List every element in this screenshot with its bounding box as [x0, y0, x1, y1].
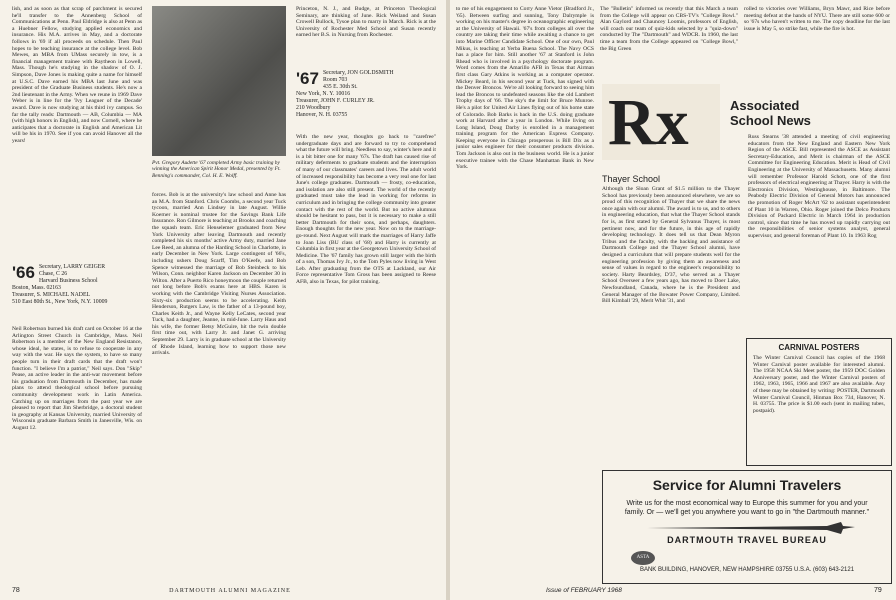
- class-67-header: [296, 70, 436, 130]
- left-col1-bottom: [12, 326, 142, 582]
- left-col1-bottom-text: Neil Robertson burned his draft card on October 16 at the Arlington Street Church in Cambridge, Mass. Neil Robertson is a member of the New England Resistance, whose ideal, he states, is to refuse to cooperate in any way with the war. He says the system, to have so many people turn in their draft cards that the draft won't function. "I believe I'm a patriot," Neil says. Don "Skip" Pease, an active leader in the anti-war movement before his graduation from Dartmouth in December, has made plans to attend theological school before pursuing community development work in Latin America. Catching up on marriages from the past year we are pleased to report that Jim Sherbridge, a doctoral student in geography at Kansas University, married University of Wisconsin graduate Barbara Smith in Janesville, Wis. on August 12.: [12, 326, 142, 431]
- left-col3: [296, 134, 436, 582]
- right-folio: 79: [874, 587, 882, 594]
- associated-news-column: [748, 134, 890, 332]
- class-66-header: [12, 264, 142, 324]
- magazine-name: DARTMOUTH ALUMNI MAGAZINE: [169, 588, 291, 594]
- rx-logo: [602, 84, 720, 160]
- carnival-body: [753, 355, 885, 461]
- class-67-treasurer: Treasurer, JOHN F. CURLEY JR.: [296, 98, 375, 104]
- carnival-text: The Winter Carnival Council has copies of the 1968 Winter Carnival poster available for interested alumni. The 1958 NCAA Ski Meet poster, the 1959 DOC Golden Anniversary poster, and the Winter Carnival posters of 1962, 1963, 1965, 1966 and 1967 are also available. Any of these may be obtained by writing: POSTER, Dartmouth Winter Carnival Council, Hinman Box 734, Hanover, N. H. 03755. The price is $1.00 each (sent in mailing tubes, postpaid).: [753, 355, 885, 414]
- class-67-addr2: 435 E. 30th St.: [322, 84, 358, 90]
- assoc-line2: School News: [730, 113, 811, 128]
- class-67-addr3: New York, N. Y. 10016: [296, 91, 351, 97]
- left-page: [0, 0, 446, 600]
- right-col1-text: to me of his engagement to Corry Anne Vietor (Bradford Jr., '65). Between surfing and sunning, Tony Dalrymple is working on his master's degree in oceanographic engineering at the University of Hawaii. '67's from colleges all over the country are taking their time while awaiting a chance to get into Marine Officer Candidate School. One of our own, Paul Mikus, is teaching at Yerba Buena School. The Navy OCS has a place for him. Still another '67 at Stanford is John Rhead who is involved in a psychology doctorate program. Word comes from the Amarillo AFB in Texas that Airman first class Gary Atkins is working as a computer operator. Mickey Beard, in his second year at Tuck, has signed with the Denver Broncos. We're all looking forward to seeing him lead the Broncos to undefeated seasons like the old Lambert Trophy days of '66. The sky's the limit for Bruce Munroe. He's a pilot for United Air Lines flying out of his home state of Colorado. Bob Barks is back in the U.S. doing graduate work at Harvard after a year in London. While living on Long Island, Doug Darby is enrolled in a management training program for the American Express Company. Keeping everyone in Chicago prosperous is Bill Dix as a junior sales engineer for their consumer products division. Tom Jackson is also out in the business world. He is a junior executive trainee with the Chase Manhattan Bank in New York.: [456, 6, 594, 171]
- carnival-title: CARNIVAL POSTERS: [778, 343, 860, 352]
- rx-logo-icon: [602, 84, 720, 160]
- associated-school-news-title: [730, 98, 890, 128]
- right-col3-top: [744, 6, 890, 80]
- associated-news-text: Russ Stearns '38 attended a meeting of civil engineering educators from the New England and Eastern New York Region of the ASCE. Bill represented the ASCE as Assistant Secretary-Education, and Merit is chairman of the ASCE Committee for Engineering Education. Merit is Head of Civil Engineering at the University of Massachusetts. Many alumni will remember Professor Harold Schott, one of the first professors of electrical engineering at Thayer. Harry is with the Electronics Division, Westinghouse, in Baltimore. The Peabody Electric Division of General Motors has announced the promotion of Roger McArt '62 to assistant superintendent of Plant 10 in Warren, Ohio. Roger joined the Delco Products Division of Packard Electric in March 1964 in production control, since that time he has moved up rapidly carrying out the responsibilities of senior systems analyst, general supervisor, and general foreman of Plant 10. In 1963 Rog: [748, 134, 890, 239]
- class-67-addr1: Room 703: [322, 77, 348, 83]
- class-66-addr3: Boston, Mass. 02163: [12, 285, 61, 291]
- right-col2-top-text: The "Bulletin" informed us recently that this March a team from the College will appear on CBS-TV's "College Bowl." Alan Gaylord and Chauncey Loomis, professors of English, will coach our team of quiz-kids selected by a "quiz-down" conducted by The "Dartmouth" and WDCR. In 1960, the last time a team from the College appeared on "College Bowl," the Big Green: [600, 6, 738, 52]
- right-col2-top: [600, 6, 738, 80]
- travel-bureau-name: DARTMOUTH TRAVEL BUREAU: [667, 535, 827, 545]
- right-col1: [456, 6, 594, 580]
- left-col3-top-text: Princeton, N. J., and Budge, at Princeton Theological Seminary, are thinking of June. Rick Weiland and Susan Crowell Bullock, Tysoe plan to marry in March. Rick is at the University of Rochester Med School and Susan recently earned her B.S. in Nursing from Rochester.: [296, 6, 436, 39]
- left-folio: 78: [12, 587, 20, 594]
- travel-ad-body: Write us for the most economical way to Europe this summer for you and your family. Or — we'll get you anywhere you want to go in "the Dartmouth manner.": [624, 500, 870, 516]
- thayer-column: [602, 186, 740, 464]
- class-66-secretary: Secretary, LARRY GEIGER: [38, 264, 106, 270]
- class-66-addr1: Chase, C 26: [38, 271, 68, 277]
- class-67-secretary: Secretary, JON GOLDSMITH: [322, 70, 394, 76]
- carnival-posters-box: [746, 338, 892, 466]
- class-67-treasurer-addr1: 210 Woodbury: [296, 105, 331, 111]
- left-col1-top-text: lish, and as soon as that scrap of parchment is secured he'll transfer to the Annenberg School of Communications at Penn. Paul Eldridge is also at Penn as a Huebner Fellow, studying applied economics and insurance. His M.A. arrives in May, and a doctorate follows in '69 if all proceeds on schedule. Then Paul hopes to be teaching insurance at the college level. Bob Mewes, an MBA from UMass securely in tow, is a financial management trainee with Raytheon in Lowell, Mass. Though he's studying in the shadow of O. J. Simpson, Dave Jones is making quite a name for himself at U.S.C. Dave earned his MBA last June and was president of the Graduate Business students. He's now a 2nd lieutenant in the Army. When we reune in 1969 Dave Weber is in line for the 'Ivy Leaguer of the Decade' award. Dave is now studying at his third ivy campus. So far the tally reads: Dartmouth — AB, Columbia — MA (with high honors in English), and now Cornell, where he anticipates that a doctorate in English and American Lit will be his in 1970. See if you can avoid Hanover all the years!: [12, 6, 142, 144]
- right-col3-top-text: rolled to victories over Williams, Bryn Mawr, and Rice before meeting defeat at the hands of NYU. There are still some 600 or so '67s who haven't written to me. The copy deadline for the last issue is May 5, so strike fast, while the fire is hot.: [744, 6, 890, 32]
- asta-badge: ASTA: [631, 551, 655, 565]
- left-col2-text: forces. Bob is at the university's law school and Anne has an M.A. from Stanford. Chris Coombs, a second year Tuck tycoon, married Ann Lindsey in late August. Willie Koerner is nominal trustee for the Savings Bank Life Insurance. Ron Gilmore is teaching at Brooks and coaching the squash team. Eric Henselemer graduated from New York University after leaving Dartmouth and recently completed his six months' active Army duty, married Jane Lee Reed, an alumna of the Harding School in Charlotte, in early December in New York. Large contingent of '66's, including ushers Doug Scarff, Tim O'Keefe, and Bob Spence witnessed the marriage of Bob Steinbeck to his Wilson, Conn. neighbor Karen Jackson on December 30 in Wilton. After a Puerto Rico honeymoon the couple returned not long before Bob's exams here at HBS. Karen is working with the Cambridge Visiting Nurses Association. Sixty-six production seems to be accelerating. Keith Henderson, Rutgers Law, is the father of a 13-pound boy, Charles Keith Jr., and Wayne Kelly LeCates, second year Tuck, had a daughter, Jeanne, in mid-June. Larry Haus and his wife, the former Betsy McGuire, hit the twin double first time out, with Larry Jr. and Janet G. arriving September 29. Larry is in graduate school at the University of Rhode Island, learning how to support those new arrivals.: [152, 192, 286, 357]
- left-col2: [152, 192, 286, 582]
- issue-date: Issue of FEBRUARY 1968: [546, 587, 622, 594]
- class-66-treasurer-addr: 510 East 80th St., New York, N.Y. 10009: [12, 299, 108, 305]
- class-66-number: '66: [12, 264, 35, 282]
- class-66-addr2: Harvard Business School: [38, 278, 98, 284]
- airplane-icon: [627, 521, 867, 535]
- class-67-number: '67: [296, 70, 319, 88]
- left-col3-text: With the new year, thoughts go back to "carefree" undergraduate days and are forward to try to comprehend what the future will bring. Needless to say, winter's here and it is a bit bitter one for many '67s. The draft has caused rise of military deferments to graduate students and the interruption of many of our classmates' careers and lives. The adult world of increased responsibility has become a very real one for last June's college graduates. Dartmouth — frosty, co-education, and isolation are also still present. The world of the recently graduated must take the lead in working for reforms in curriculum and in bringing the college community into greater contact with the rest of the world. But no active alumnus should be hesitant to pass, but it is necessary to make a still better Dartmouth for their sons, and perhaps, daughters. Enough thoughts for the new year. Now on to the marriage-go-round. Next August will mark the marriages of Harry Jaffe to Joan Liss (BU class of '68) and Harry is currently at Columbia in first year at the Georgetown University School of Medicine. The '67 family has grown still larger with the birth of a son, Thomas Ivy Jr., to the Tom Pyles now living in West Leb. After graduating from the OTS at Lackland, our Air Force representative Tom Gross has been assigned to Reese AFB, also in Texas, for pilot training.: [296, 134, 436, 286]
- travel-ad-title: Service for Alumni Travelers: [652, 477, 842, 493]
- travel-ad: [602, 470, 892, 584]
- rx-logo-mark: Rx: [608, 86, 689, 159]
- army-photo: [152, 6, 286, 156]
- thayer-text: Although the Sloan Grant of $1.5 million to the Thayer School has previously been announced elsewhere, we are so proud of this recognition of Thayer that we share the news once again with our alumni. The award is to us, and to others in engineering education, that what the Thayer School stands for is, as first stated by General Sylvanus Thayer, is most pertinent now, and for the future, in this age of rapidly developing technology. It does tell us that Dean Myron Tribus and the faculty, with the backing and assistance of Dartmouth College and the Thayer School alumni, have designed a curriculum that will prepare students well for the engineering profession by giving them an awareness and sense of values in regard to the engineer's responsibility to society. Harty Beardsley, D'37, who served as a Thayer School Overseer a few years ago, has moved to Doer Lake, Newfoundland, Canada, where he is the President and General Manager of the Bowater Power Company, Limited. Bill Kimball '29, Merit Whit '31, and: [602, 186, 740, 305]
- travel-bureau-address: BANK BUILDING, HANOVER, NEW HAMPSHIRE 03755 U.S.A. (603) 643-2121: [639, 567, 855, 573]
- assoc-line1: Associated: [730, 98, 800, 113]
- photo-caption: Pvt. Gregory Audette '67 completed Army basic training by winning the American Spirit Honor Medal, presented by Ft. Benning's commander, Col. H. E. Wolff.: [152, 160, 281, 179]
- class-67-treasurer-addr2: Hanover, N. H. 03755: [296, 112, 348, 118]
- left-col3-top: [296, 6, 436, 62]
- thayer-heading: Thayer School: [602, 174, 661, 184]
- class-66-treasurer: Treasurer, S. MICHAEL NADEL: [12, 292, 91, 298]
- left-col1-top: [12, 6, 142, 262]
